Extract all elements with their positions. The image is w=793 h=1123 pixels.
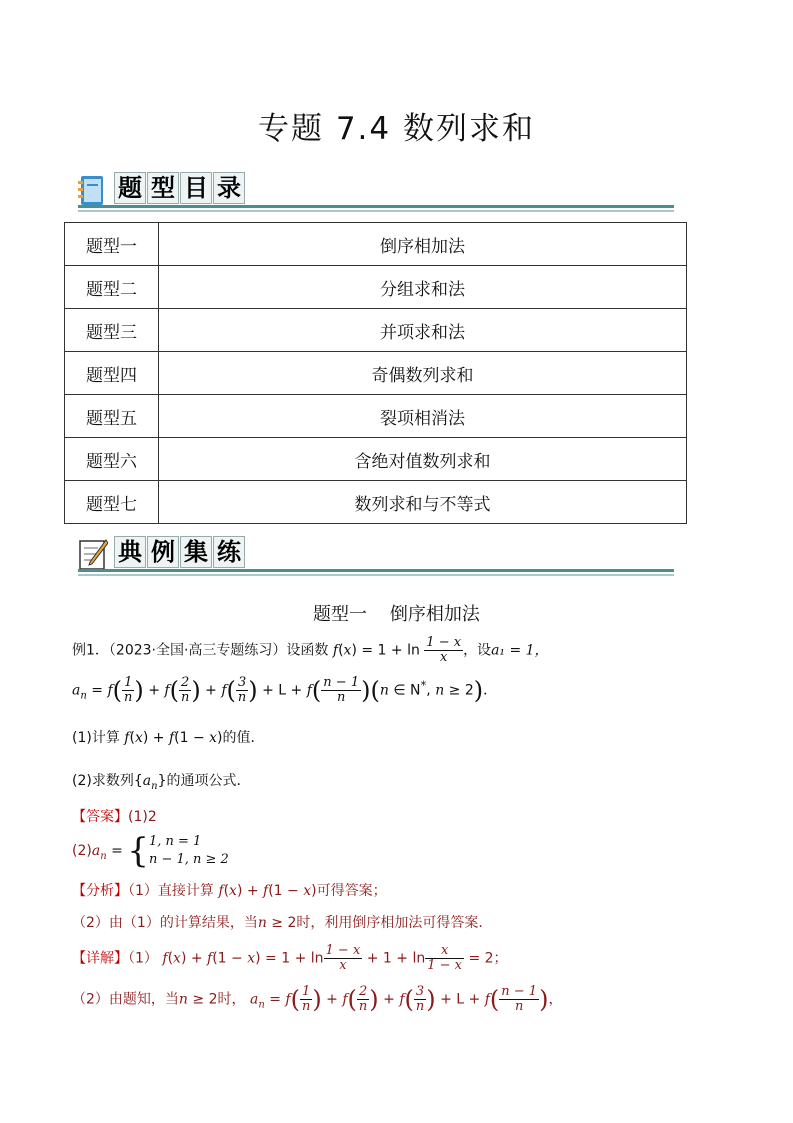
analysis-line-2: （2）由（1）的计算结果，当n ≥ 2时，利用倒序相加法可得答案. — [72, 915, 483, 931]
topic-cell: 含绝对值数列求和 — [159, 438, 687, 481]
text: 时，利用倒序相加法可得答案. — [296, 915, 483, 931]
topic-table — [64, 222, 687, 524]
notebook-icon — [78, 174, 108, 207]
text: (2) — [72, 843, 92, 859]
pencil-note-icon — [78, 538, 108, 571]
answer-tag: 【答案】 — [72, 809, 128, 825]
type-cell: 题型七 — [65, 481, 159, 524]
table-row — [65, 481, 687, 524]
text: 可得答案； — [316, 883, 387, 899]
topic-cell: 奇偶数列求和 — [159, 352, 687, 395]
answer-line-2: $(2)a_n$ = { 1, n = 1 n − 1, n ≥ 2 — [72, 831, 229, 871]
text: ，设 — [463, 642, 492, 659]
header-char: 题 — [114, 172, 146, 204]
case-2: n − 1, n ≥ 2 — [148, 852, 229, 867]
detail-line-2: （2）由题知，当n ≥ 2时， $a_n = f$( $\frac{1}{n}$ ) + f( $\frac{2}{n}$ ) + f( $\frac{3}{n}$ ) + L + f( $\frac{n - 1}{n}$ )， — [72, 984, 563, 1014]
text: 时， — [217, 991, 246, 1008]
text: 的通项公式． — [166, 773, 251, 789]
topic-cell: 裂项相消法 — [159, 395, 687, 438]
question-1: (1)计算 f(x) + f(1 − x)的值． — [72, 730, 265, 746]
table-row — [65, 438, 687, 481]
type-cell: 题型二 — [65, 266, 159, 309]
topic-cell: 并项求和法 — [159, 309, 687, 352]
text: (2)求数列 — [72, 773, 134, 789]
header-char: 型 — [147, 172, 179, 204]
text: （2）由（1）的计算结果，当 — [72, 915, 258, 931]
type-cell: 题型三 — [65, 309, 159, 352]
page-title: 专题 7.4 数列求和 — [257, 111, 535, 147]
topic-cell: 数列求和与不等式 — [159, 481, 687, 524]
table-row — [65, 395, 687, 438]
example-intro-line: 例1．（2023·全国·高三专题练习）设函数 f(x) = 1 + ln $\frac{1 - x}{x}$ ，设a₁ = 1， — [72, 635, 549, 665]
header-char: 练 — [213, 536, 245, 568]
sequence-definition: $a_n = f$( $\frac{1}{n}$ ) + f( $\frac{2}{n}$ ) + f( $\frac{3}{n}$ ) + L + f( $\frac{n - 1}{n}$ )(n ∈ N*, n ≥ 2)． — [72, 675, 498, 705]
header-char: 例 — [147, 536, 179, 568]
header-char: 典 — [114, 536, 146, 568]
answer-line-1 — [72, 806, 157, 826]
table-row — [65, 309, 687, 352]
answer-1: (1)2 — [128, 809, 157, 825]
topic-cell: 倒序相加法 — [159, 223, 687, 266]
table-row — [65, 352, 687, 395]
section-header-catalog — [78, 172, 674, 212]
formula-fx: f — [332, 642, 339, 659]
detail-tag: 【详解】 — [72, 950, 128, 967]
formula-a1: a₁ = 1， — [491, 642, 549, 659]
text: (1)计算 — [72, 730, 120, 746]
analysis-tag: 【分析】 — [72, 883, 128, 899]
example-intro: 例1．（2023·全国·高三专题练习）设函数 — [72, 642, 329, 659]
header-char: 集 — [180, 536, 212, 568]
type-cell: 题型六 — [65, 438, 159, 481]
text: ； — [493, 950, 508, 967]
case-1: 1, n = 1 — [148, 834, 202, 849]
text: （1）直接计算 — [128, 883, 214, 899]
text: 的值． — [222, 730, 265, 746]
section-header-examples — [78, 536, 674, 576]
type-cell: 题型一 — [65, 223, 159, 266]
detail-line-1: 【详解】（1） f(x) + f(1 − x) = 1 + ln $\frac{1 - x}{x}$ + 1 + ln $\frac{x}{1 - x}$ = 2； — [72, 943, 508, 973]
header-char: 录 — [213, 172, 245, 204]
table-row — [65, 266, 687, 309]
text: （1） — [128, 950, 158, 967]
question-2: (2)求数列$\{a_n\}$的通项公式． — [72, 773, 251, 792]
fraction: $\frac{1 - x}{x}$ — [426, 635, 462, 665]
table-row — [65, 223, 687, 266]
text: （2）由题知，当 — [72, 991, 179, 1008]
header-char: 目 — [180, 172, 212, 204]
type-cell: 题型五 — [65, 395, 159, 438]
topic-cell: 分组求和法 — [159, 266, 687, 309]
type-cell: 题型四 — [65, 352, 159, 395]
subsection-heading: 题型一 倒序相加法 — [313, 604, 480, 625]
analysis-line-1: 【分析】（1）直接计算 f(x) + f(1 − x)可得答案； — [72, 883, 387, 899]
